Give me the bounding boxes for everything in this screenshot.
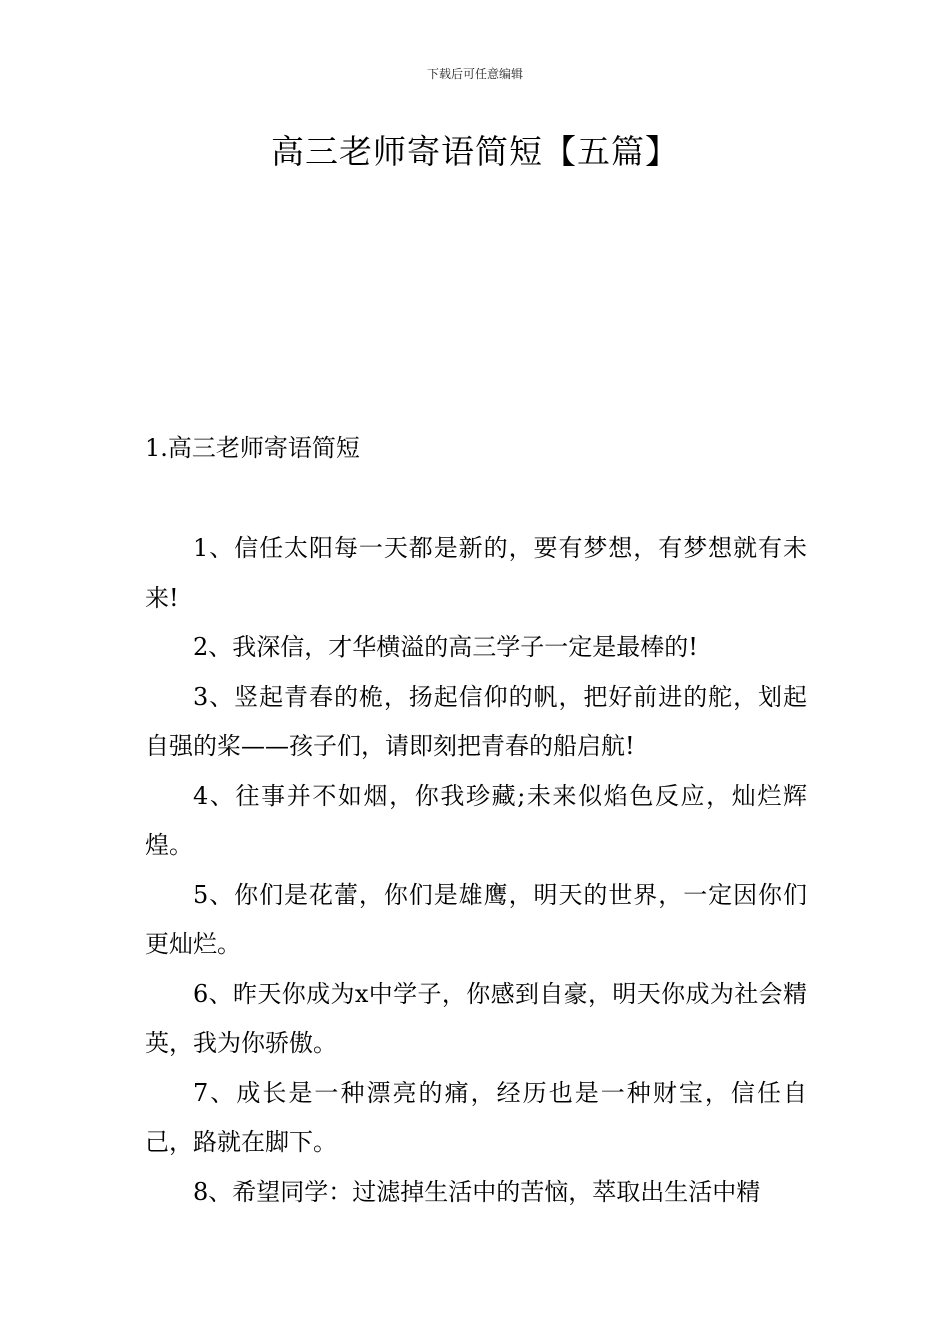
header-note: 下载后可任意编辑 (426, 67, 523, 81)
paragraph-7: 7、成长是一种漂亮的痛，经历也是一种财宝，信任自己，路就在脚下。 (145, 1078, 807, 1156)
paragraph-8: 8、希望同学：过滤掉生活中的苦恼，萃取出生活中精 (193, 1177, 761, 1206)
paragraph-1: 1、信任太阳每一天都是新的，要有梦想，有梦想就有未来! (145, 534, 807, 612)
paragraph-5: 5、你们是花蕾，你们是雄鹰，明天的世界，一定因你们更灿烂。 (145, 880, 807, 958)
paragraph-6: 6、昨天你成为x中学子，你感到自豪，明天你成为社会精英，我为你骄傲。 (145, 979, 807, 1057)
paragraph-4: 4、往事并不如烟，你我珍藏;未来似焰色反应，灿烂辉煌。 (145, 781, 807, 859)
paragraph-3: 3、竖起青春的桅，扬起信仰的帆，把好前进的舵，划起自强的桨——孩子们，请即刻把青春的船启航! (145, 682, 807, 760)
document-title: 高三老师寄语简短【五篇】 (271, 132, 679, 171)
document-body (145, 524, 807, 1217)
paragraph-2: 2、我深信，才华横溢的高三学子一定是最棒的! (193, 633, 698, 661)
section-heading: 1.高三老师寄语简短 (145, 434, 360, 462)
